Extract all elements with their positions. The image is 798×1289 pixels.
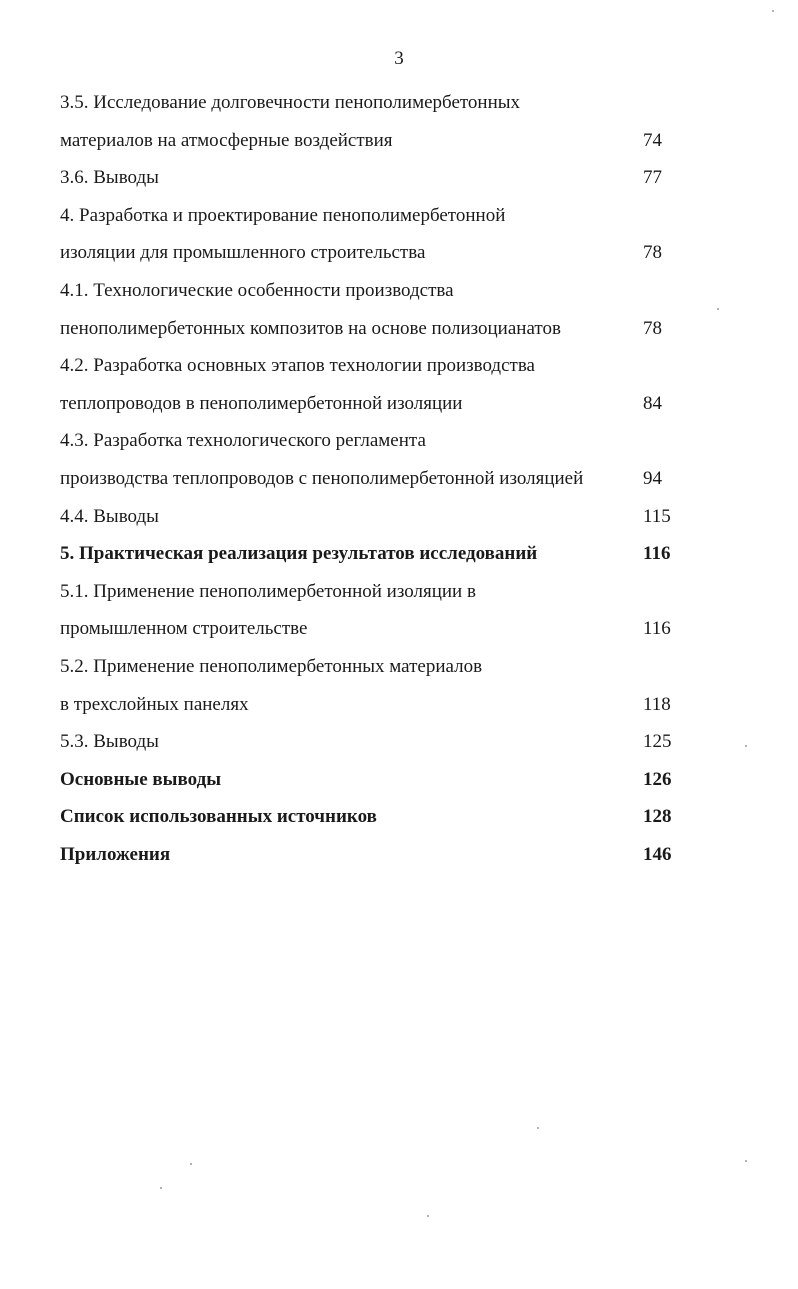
toc-entry-title: 5. Практическая реализация результатов исследований — [60, 543, 538, 565]
toc-entry-page: 118 — [643, 693, 671, 715]
toc-entry-title: Список использованных источников — [60, 806, 377, 828]
scan-speck — [160, 1187, 162, 1189]
toc-entry-title: 4.3. Разработка технологического регламента — [60, 430, 426, 452]
toc-entry-title: 4.2. Разработка основных этапов технологии производства — [60, 355, 535, 377]
toc-entry — [60, 127, 700, 165]
toc-entry-page: 125 — [643, 731, 672, 753]
toc-entry — [60, 540, 700, 578]
scan-speck — [745, 745, 747, 747]
toc-entry-page: 84 — [643, 392, 662, 414]
toc-entry-title: 3.5. Исследование долговечности пенополимербетонных — [60, 92, 521, 113]
page-number: 3 — [394, 48, 404, 69]
toc-entry — [60, 803, 700, 841]
scan-speck — [427, 1215, 429, 1217]
toc-entry-title: 5.3. Выводы — [60, 731, 159, 753]
toc-entry — [60, 691, 700, 729]
toc-entry-page: 77 — [643, 167, 662, 189]
toc-entry-title: в трехслойных панелях — [60, 693, 249, 715]
toc-entry-title: теплопроводов в пенополимербетонной изоляции — [60, 392, 463, 414]
toc-entry — [60, 427, 700, 465]
scan-speck — [537, 1127, 539, 1129]
toc-entry — [60, 277, 700, 315]
table-of-contents — [60, 89, 700, 878]
scan-speck — [745, 1160, 747, 1162]
scan-speck — [717, 308, 719, 310]
toc-entry-page: 116 — [643, 543, 671, 565]
toc-entry — [60, 465, 700, 503]
toc-entry — [60, 503, 700, 541]
toc-entry — [60, 164, 700, 202]
toc-entry — [60, 653, 700, 691]
toc-entry-title: 4.4. Выводы — [60, 505, 159, 527]
toc-entry-page: 146 — [643, 843, 672, 865]
toc-entry-title: 5.1. Применение пенополимербетонной изоляции в — [60, 580, 476, 602]
toc-entry-title: 5.2. Применение пенополимербетонных материалов — [60, 655, 483, 677]
toc-entry — [60, 202, 700, 240]
toc-entry-title: 3.6. Выводы — [60, 167, 159, 189]
scan-speck — [772, 10, 774, 12]
toc-entry-title: Приложения — [60, 843, 171, 865]
toc-entry-title: 4. Разработка и проектирование пенополимербетонной — [60, 204, 506, 226]
toc-entry — [60, 315, 700, 353]
toc-entry — [60, 841, 700, 879]
toc-entry — [60, 615, 700, 653]
toc-entry-title: материалов на атмосферные воздействия — [60, 129, 393, 151]
toc-entry-title: промышленном строительстве — [60, 618, 308, 640]
toc-entry-page: 116 — [643, 618, 671, 640]
toc-entry — [60, 390, 700, 428]
toc-entry-title: 4.1. Технологические особенности производства — [60, 279, 454, 301]
toc-entry-page: 128 — [643, 806, 672, 828]
toc-entry-page: 78 — [643, 317, 662, 339]
toc-entry-page: 115 — [643, 505, 671, 527]
toc-entry-title: пенополимербетонных композитов на основе полизоцианатов — [60, 317, 561, 339]
toc-entry — [60, 352, 700, 390]
toc-entry — [60, 728, 700, 766]
toc-entry-title: Основные выводы — [60, 768, 222, 790]
toc-entry-title: производства теплопроводов с пенополимербетонной изоляцией — [60, 467, 584, 489]
toc-entry — [60, 766, 700, 804]
toc-entry — [60, 578, 700, 616]
toc-entry-page: 78 — [643, 242, 662, 264]
toc-entry — [60, 89, 700, 127]
toc-entry-title: изоляции для промышленного строительства — [60, 242, 426, 264]
toc-entry-page: 94 — [643, 467, 662, 489]
toc-entry-page: 126 — [643, 768, 672, 790]
scan-speck — [190, 1163, 192, 1165]
toc-entry — [60, 239, 700, 277]
toc-entry-page: 74 — [643, 129, 662, 151]
